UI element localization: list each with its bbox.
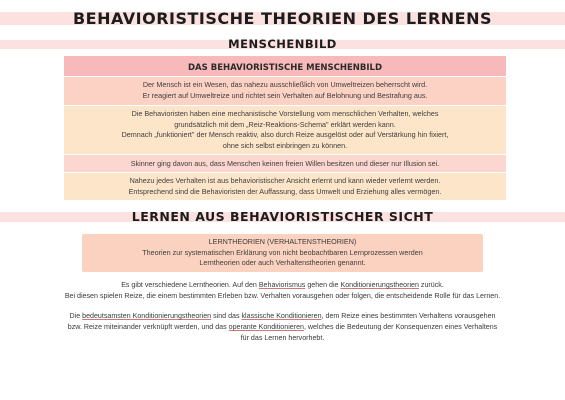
row-1-line-1: Der Mensch ist ein Wesen, das nahezu ausschließlich von Umweltreizen beherrscht wird.	[142, 80, 428, 89]
p2-text-a: Die	[69, 312, 83, 320]
p1-term-behaviorismus: Behaviorismus	[258, 281, 306, 289]
p2-text-e: , welches die Bedeutung der Konsequenzen eines Verhaltens	[303, 323, 498, 331]
menschenbild-row-4	[64, 173, 506, 200]
section-heading-lernen: LERNEN AUS BEHAVIORISTISCHER SICHT	[131, 209, 434, 224]
section-heading-menschenbild: MENSCHENBILD	[228, 37, 337, 51]
p1-text-b: gehen die	[305, 281, 341, 289]
p1-term-konditionierungstheorien: Konditionierungstheorien	[340, 281, 419, 289]
menschenbild-row-2	[64, 106, 506, 154]
definition-line-1: Theorien zur systematischen Erklärung von nicht beobachtbaren Lernprozessen werden	[142, 247, 423, 257]
p2-term-bedeutsamsten: bedeutsamsten Konditionierungstheorien	[82, 312, 212, 320]
paragraph-1-line-1	[0, 280, 565, 291]
row-4-line-1: Nahezu jedes Verhalten ist aus behavioristischer Ansicht erlernt und kann wieder verlernt werden.	[129, 176, 441, 185]
menschenbild-box-title-text: DAS BEHAVIORISTISCHE MENSCHENBILD	[188, 63, 382, 73]
definition-box	[82, 234, 483, 272]
p2-text-d: bzw. Reize miteinander verknüpft werden, und das	[67, 323, 229, 331]
p1-text-c: zurück.	[418, 281, 444, 289]
row-1-line-2: Er reagiert auf Umweltreize und richtet sein Verhalten auf Belohnung und Bestrafung aus.	[142, 90, 428, 100]
page-title: BEHAVIORISTISCHE THEORIEN DES LERNENS	[72, 9, 493, 28]
menschenbild-row-1	[64, 77, 506, 105]
definition-title: LERNTHEORIEN (VERHALTENSTHEORIEN)	[208, 237, 357, 246]
paragraph-1-line-2: Bei diesen spielen Reize, die einem bestimmten Erleben bzw. Verhalten vorausgehen oder folgen, die entscheidende Rolle für das Lernen.	[64, 292, 501, 300]
paragraph-2-line-1	[0, 311, 565, 322]
p2-text-c: , dem Reize eines bestimmten Verhaltens vorausgehen	[321, 312, 496, 320]
row-4-line-2: Entsprechend sind die Behavioristen der Auffassung, dass Umwelt und Erziehung alles vermögen.	[128, 186, 442, 196]
menschenbild-row-3	[64, 155, 506, 172]
p2-text-b: sind das	[211, 312, 242, 320]
row-2-line-1: Die Behavioristen haben eine mechanistische Vorstellung vom menschlichen Verhalten, welches	[131, 109, 439, 118]
p1-text-a: Es gibt verschiedene Lerntheorien. Auf den	[121, 281, 259, 289]
row-2-line-4: ohne sich selbst einbringen zu können.	[222, 140, 348, 150]
paragraph-2-line-3: für das Lernen hervorhebt.	[240, 334, 325, 342]
row-2-line-2: grundsätzlich mit dem „Reiz-Reaktions-Schema" erklärt werden kann.	[174, 119, 396, 129]
row-3-line-1: Skinner ging davon aus, dass Menschen keinen freien Willen besitzen und dieser nur Illusion sei.	[130, 159, 440, 168]
p2-term-klassisch: klassische Konditionieren	[241, 312, 322, 320]
paragraph-2-line-2	[0, 322, 565, 333]
row-2-line-3: Demnach „funktioniert" der Mensch reaktiv, also durch Reize ausgelöst oder auf Verstärkung hin fixiert,	[121, 130, 449, 139]
menschenbild-box-title	[64, 56, 506, 76]
p2-term-operant: operante Konditionieren	[228, 323, 304, 331]
definition-line-2: Lerntheorien oder auch Verhaltenstheorien genannt.	[199, 258, 366, 267]
